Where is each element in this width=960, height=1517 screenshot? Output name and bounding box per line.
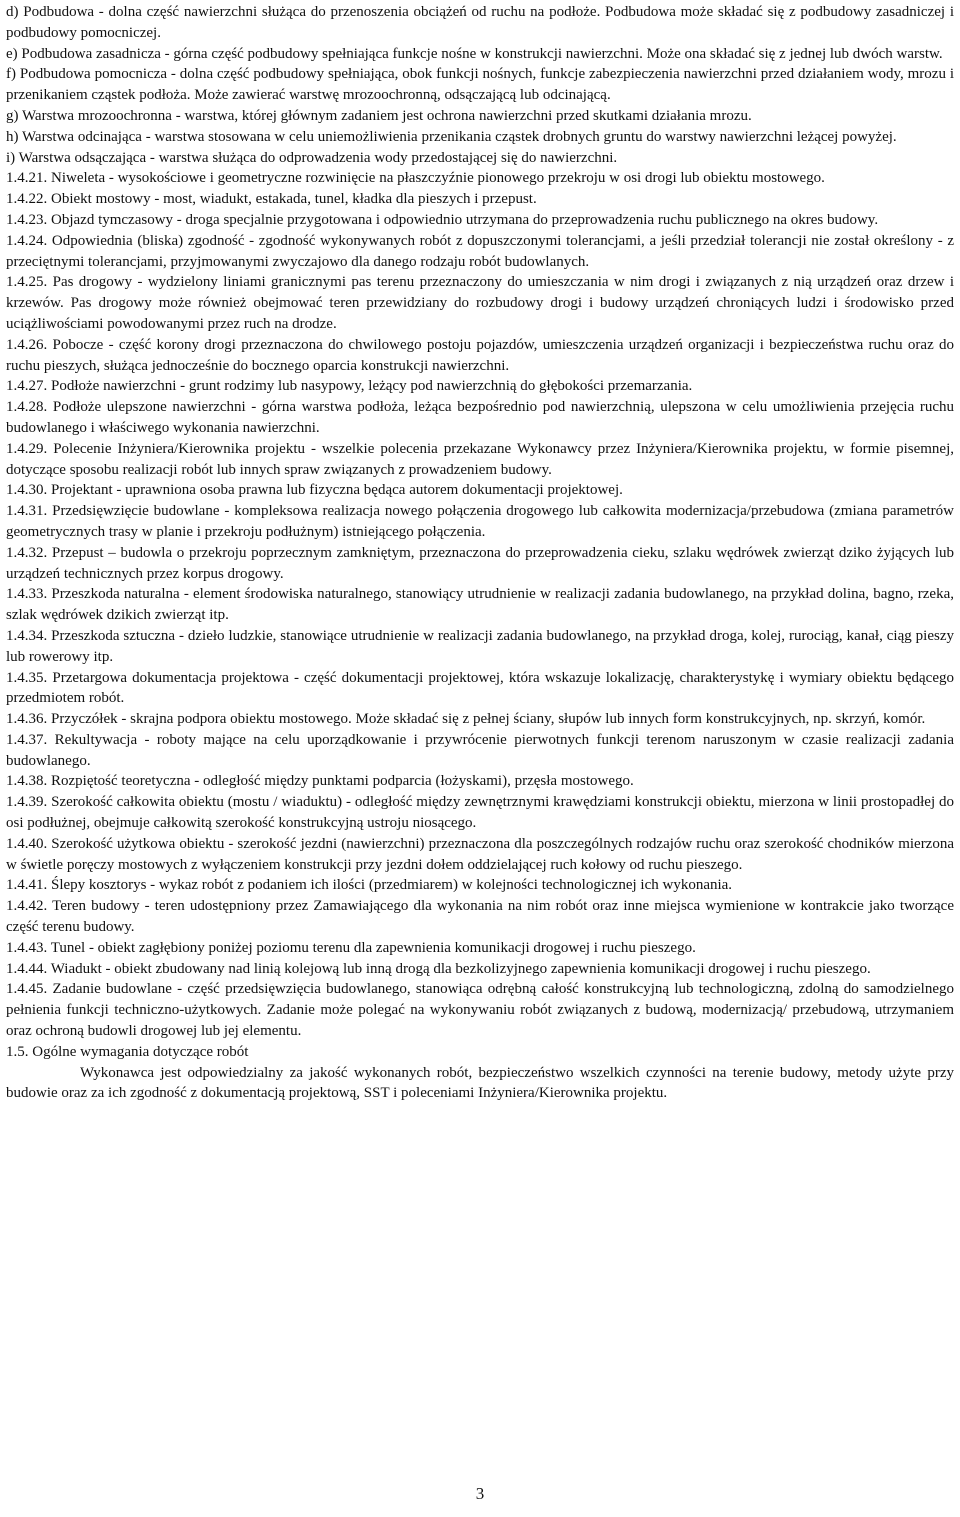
- definition-1-4-40: 1.4.40. Szerokość użytkowa obiektu - szerokość jezdni (nawierzchni) przeznaczona dla poszczególnych rodzajów ruchu oraz szerokość chodników mierzona w świetle poręczy mostowych z wyłączeniem konstrukcji przy jezdni dołem oddzielającej ruch kołowy od ruchu pieszego.: [6, 835, 954, 873]
- definition-d: d) Podbudowa - dolna część nawierzchni służąca do przenoszenia obciążeń od ruchu na podłoże. Podbudowa może składać się z podbudowy zasadniczej i podbudowy pomocniczej.: [6, 4, 954, 41]
- definition-1-4-32: 1.4.32. Przepust – budowla o przekroju poprzecznym zamkniętym, przeznaczona do przeprowadzenia cieku, szlaku wędrówek zwierząt dziko żyjących lub urządzeń technicznych przez korpus drogowy.: [6, 544, 954, 582]
- definition-1-4-30: 1.4.30. Projektant - uprawniona osoba prawna lub fizyczna będąca autorem dokumentacji projektowej.: [6, 482, 623, 499]
- definition-1-4-31: 1.4.31. Przedsięwzięcie budowlane - kompleksowa realizacja nowego połączenia drogowego lub całkowita modernizacja/przebudowa (zmiana parametrów geometrycznych trasy w planie i przekroju podłużnym) istniejącego połączenia.: [6, 503, 954, 540]
- definition-1-4-39: 1.4.39. Szerokość całkowita obiektu (mostu / wiaduktu) - odległość między zewnętrznymi krawędziami konstrukcji obiektu, mierzona w linii prostopadłej do osi podłużnej, obejmuje całkowitą szerokość konstrukcyjną ustroju niosącego.: [6, 794, 954, 832]
- definition-1-4-24: 1.4.24. Odpowiednia (bliska) zgodność - zgodność wykonywanych robót z dopuszczonymi tolerancjami, a jeśli przedział tolerancji nie został określony - z przeciętnymi tolerancjami, przyjmowanymi zwyczajowo dla danego rodzaju robót budowlanych.: [6, 232, 954, 270]
- definition-g: g) Warstwa mrozoochronna - warstwa, której głównym zadaniem jest ochrona nawierzchni przed skutkami działania mrozu.: [6, 107, 752, 124]
- definition-1-4-21: 1.4.21. Niweleta - wysokościowe i geometryczne rozwinięcie na płaszczyźnie pionowego przekroju w osi drogi lub obiektu mostowego.: [6, 170, 825, 187]
- section-heading-1-5: 1.5. Ogólne wymagania dotyczące robót: [6, 1043, 249, 1060]
- definition-1-4-34: 1.4.34. Przeszkoda sztuczna - dzieło ludzkie, stanowiące utrudnienie w realizacji zadania budowlanego, na przykład droga, kolej, rurociąg, kanał, ciąg pieszy lub rowerowy itp.: [6, 627, 954, 665]
- definition-1-4-45: 1.4.45. Zadanie budowlane - część przedsięwzięcia budowlanego, stanowiąca odrębną całość konstrukcyjną lub technologiczną, zdolną do samodzielnego pełnienia funkcji techniczno-użytkowych. Zadanie może polegać na wykonywaniu robót związanych z budową, modernizacją/ przebudową, utrzymaniem oraz ochroną budowli drogowej lub jej elementu.: [6, 981, 954, 1040]
- definition-f: f) Podbudowa pomocnicza - dolna część podbudowy spełniająca, obok funkcji nośnych, funkcje zabezpieczenia nawierzchni przed działaniem wody, mrozu i przenikaniem cząstek podłoża. Może zawierać warstwę mrozoochronną, odsączającą lub odcinającą.: [6, 66, 954, 104]
- definition-e: e) Podbudowa zasadnicza - górna część podbudowy spełniająca funkcje nośne w konstrukcji nawierzchni. Może ona składać się z jednej lub dwóch warstw.: [6, 45, 943, 62]
- definition-1-4-37: 1.4.37. Rekultywacja - roboty mające na celu uporządkowanie i przywrócenie pierwotnych funkcji terenom naruszonym w czasie realizacji zadania budowlanego.: [6, 731, 954, 769]
- definition-1-4-38: 1.4.38. Rozpiętość teoretyczna - odległość między punktami podparcia (łożyskami), przęsła mostowego.: [6, 773, 634, 790]
- definition-1-4-27: 1.4.27. Podłoże nawierzchni - grunt rodzimy lub nasypowy, leżący pod nawierzchnią do głębokości przemarzania.: [6, 378, 693, 395]
- definition-1-4-25: 1.4.25. Pas drogowy - wydzielony liniami granicznymi pas terenu przeznaczony do umieszczania w nim drogi i związanych z nią urządzeń oraz drzew i krzewów. Pas drogowy może również obejmować teren przewidziany do rozbudowy drogi i budowy urządzeń chroniących ludzi i środowisko przed uciążliwościami powodowanymi przez ruch na drodze.: [6, 274, 954, 332]
- definition-1-4-43: 1.4.43. Tunel - obiekt zagłębiony poniżej poziomu terenu dla zapewnienia komunikacji drogowej i ruchu pieszego.: [6, 939, 696, 956]
- definition-1-4-28: 1.4.28. Podłoże ulepszone nawierzchni - górna warstwa podłoża, leżąca bezpośrednio pod nawierzchnią, ulepszona w celu umożliwienia przejęcia ruchu budowlanego i właściwego wykonania nawierzchni.: [6, 399, 954, 436]
- definition-1-4-23: 1.4.23. Objazd tymczasowy - droga specjalnie przygotowana i odpowiednio utrzymana do przeprowadzenia ruchu publicznego na okres budowy.: [6, 211, 879, 228]
- definition-1-4-42: 1.4.42. Teren budowy - teren udostępniony przez Zamawiającego dla wykonania na nim robót oraz inne miejsca wymienione w kontrakcie jako tworzące część terenu budowy.: [6, 898, 954, 936]
- definition-1-4-41: 1.4.41. Ślepy kosztorys - wykaz robót z podaniem ich ilości (przedmiarem) w kolejności technologicznej ich wykonania.: [6, 877, 733, 894]
- definition-1-4-36: 1.4.36. Przyczółek - skrajna podpora obiektu mostowego. Może składać się z pełnej ściany, słupów lub innych form konstrukcyjnych, np. skrzyń, komór.: [6, 711, 926, 728]
- definition-1-4-44: 1.4.44. Wiadukt - obiekt zbudowany nad linią kolejową lub inną drogą dla bezkolizyjnego zapewnienia komunikacji drogowej i ruchu pieszego.: [6, 960, 871, 977]
- definition-h: h) Warstwa odcinająca - warstwa stosowana w celu uniemożliwienia przenikania cząstek drobnych gruntu do warstwy nawierzchni leżącej powyżej.: [6, 128, 897, 145]
- definition-1-4-22: 1.4.22. Obiekt mostowy - most, wiadukt, estakada, tunel, kładka dla pieszych i przepust.: [6, 191, 537, 208]
- definition-1-4-33: 1.4.33. Przeszkoda naturalna - element środowiska naturalnego, stanowiący utrudnienie w realizacji zadania budowlanego, na przykład dolina, bagno, rzeka, szlak wędrówek dzikich zwierząt itp.: [6, 586, 954, 624]
- definition-1-4-29: 1.4.29. Polecenie Inżyniera/Kierownika projektu - wszelkie polecenia przekazane Wykonawcy przez Inżyniera/Kierownika projektu, w formie pisemnej, dotyczące sposobu realizacji robót lub innych spraw związanych z prowadzeniem budowy.: [6, 440, 954, 478]
- page-number: 3: [475, 1484, 485, 1503]
- section-1-5-paragraph: Wykonawca jest odpowiedzialny za jakość wykonanych robót, bezpieczeństwo wszelkich czynności na terenie budowy, metody użyte przy budowie oraz za ich zgodność z dokumentacją projektową, SST i poleceniami Inżyniera/Kierownika projektu.: [6, 1064, 954, 1102]
- definition-i: i) Warstwa odsączająca - warstwa służąca do odprowadzenia wody przedostającej się do nawierzchni.: [6, 149, 618, 166]
- definition-1-4-35: 1.4.35. Przetargowa dokumentacja projektowa - część dokumentacji projektowej, która wskazuje lokalizację, charakterystykę i wymiary obiektu będącego przedmiotem robót.: [6, 669, 954, 707]
- document-body: [6, 2, 954, 1104]
- definition-1-4-26: 1.4.26. Pobocze - część korony drogi przeznaczona do chwilowego postoju pojazdów, umieszczenia urządzeń organizacji i bezpieczeństwa ruchu oraz do ruchu pieszych, służąca jednocześnie do bocznego oparcia konstrukcji nawierzchni.: [6, 336, 954, 374]
